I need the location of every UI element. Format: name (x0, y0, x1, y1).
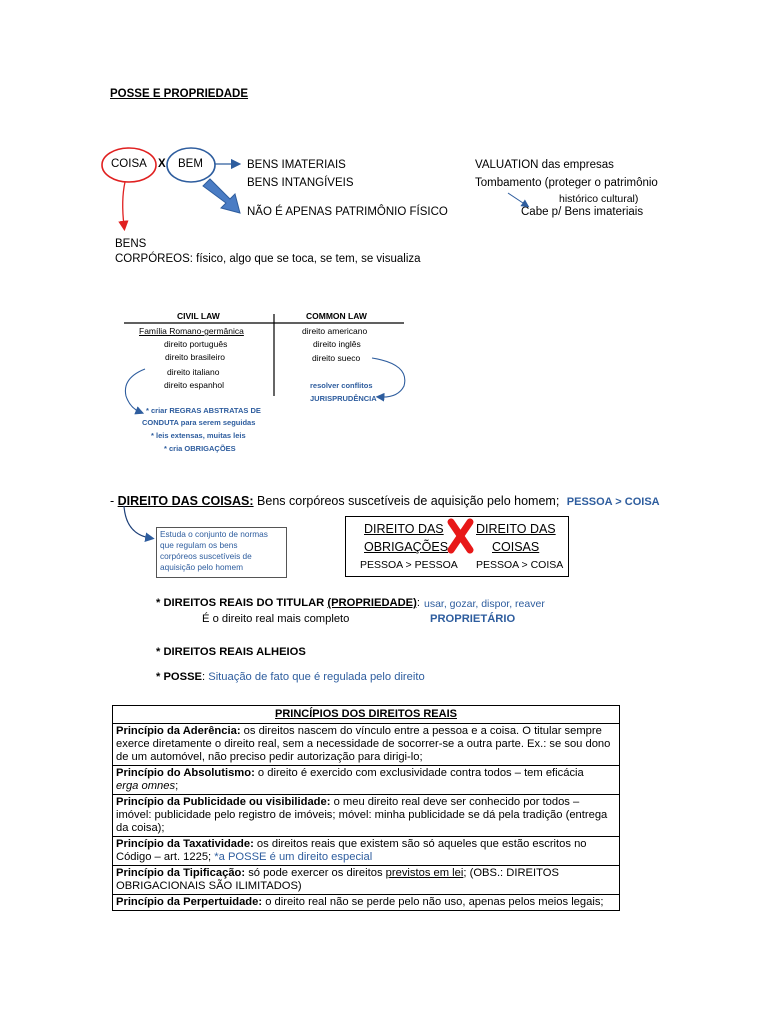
civil-item: direito italiano (167, 367, 220, 377)
tombamento-text: Tombamento (proteger o patrimônio (475, 177, 658, 189)
coisa-label: COISA (111, 158, 147, 170)
coi-sub: PESSOA > COISA (476, 559, 564, 571)
dc-blue: PESSOA > COISA (566, 496, 660, 508)
reais-blue: usar, gozar, dispor, reaver (424, 598, 545, 610)
page-title: POSSE E PROPRIEDADE (110, 88, 249, 100)
civil-note: CONDUTA para serem seguidas (142, 418, 256, 427)
bem-label: BEM (178, 158, 203, 170)
principle-special: *a POSSE é um direito especial (214, 851, 373, 863)
civil-law-header: CIVIL LAW (177, 311, 220, 321)
dc-dash: - (110, 494, 115, 508)
civil-note: * leis extensas, muitas leis (151, 431, 246, 440)
historico-text: histórico cultural) (559, 193, 639, 205)
reais-colon: : (416, 597, 420, 609)
common-curve-arrow (372, 358, 405, 397)
nao-apenas-fisico: NÃO É APENAS PATRIMÔNIO FÍSICO (247, 206, 448, 218)
common-item: direito inglês (313, 339, 361, 349)
coisa-circle (102, 148, 156, 182)
civil-item: direito espanhol (164, 380, 225, 390)
posse-colon: : (202, 671, 206, 683)
red-arrow (123, 182, 125, 226)
red-x-icon (451, 522, 470, 550)
posse-label: * POSSE (156, 671, 203, 683)
common-item: direito americano (302, 326, 368, 336)
dc-title: DIREITO DAS COISAS: (117, 494, 254, 508)
civil-item: Família Romano-germânica (139, 326, 244, 336)
x-label: X (158, 158, 166, 170)
principle-under: previstos em lei (385, 867, 464, 879)
principle-name: Princípio da Taxatividade: (116, 838, 254, 850)
civil-item: direito brasileiro (165, 352, 225, 362)
block-arrow (203, 179, 240, 213)
bens-imateriais: BENS IMATERIAIS (247, 159, 346, 171)
obr-sub: PESSOA > PESSOA (360, 559, 458, 571)
principle-text: o direito real não se perde pelo não uso, apenas pelos meios legais; (262, 896, 604, 908)
principle-text: os direitos reais que existem são só aqueles que estão escritos no Código – art. 1225; (116, 838, 587, 863)
principles-header: PRINCÍPIOS DOS DIREITOS REAIS (113, 706, 620, 724)
coi-title2: COISAS (492, 540, 540, 554)
civil-curve-arrow (125, 369, 145, 412)
dc-text: Bens corpóreos suscetíveis de aquisição pelo homem; (257, 494, 560, 508)
principle-text: os direitos nascem do vínculo entre a pessoa e a coisa. O titular sempre exerce diretamente o direito real, sem a necessidade de socorrer-se a outra parte. Ex.: se sou dono de um automóvel, não preciso pedir autorização para dirigi-lo; (116, 725, 611, 763)
common-note: resolver conflitos (310, 381, 373, 390)
principle-name: Princípio da Publicidade ou visibilidade: (116, 796, 331, 808)
principle-name: Princípio do Absolutismo: (116, 767, 255, 779)
posse-blue: Situação de fato que é regulada pelo direito (208, 671, 425, 683)
obr-title2: OBRIGAÇÕES (364, 540, 449, 554)
principle-italic: erga omnes (116, 780, 176, 792)
bens-intangiveis: BENS INTANGÍVEIS (247, 177, 354, 189)
cabe-text: Cabe p/ Bens imateriais (521, 206, 644, 218)
common-item: direito sueco (312, 353, 361, 363)
common-law-header: COMMON LAW (306, 311, 367, 321)
estuda-line: corpóreos suscetíveis de (160, 551, 252, 561)
principle-after: ; (175, 780, 179, 792)
principle-name: Princípio da Tipificação: (116, 867, 246, 879)
reais-star: * DIREITOS REAIS DO TITULAR (156, 597, 325, 609)
principle-text: o meu direito real deve ser conhecido por todos – imóvel: publicidade pelo registro de imóveis; móvel: minha publicidade se dá pela tradição (entrega da coisa); (116, 796, 608, 834)
mais-completo: É o direito real mais completo (202, 613, 350, 625)
reais-prop: (PROPRIEDADE) (327, 597, 417, 609)
principle-after: ; (OBS.: DIREITOS OBRIGACIONAIS SÃO ILIMITADOS) (116, 867, 559, 892)
civil-item: direito português (164, 339, 228, 349)
principle-text: só pode exercer os direitos (245, 867, 386, 879)
principle-text: o direito é exercido com exclusividade contra todos – tem eficácia (254, 767, 584, 779)
civil-note: * cria OBRIGAÇÕES (164, 444, 236, 453)
coi-title1: DIREITO DAS (476, 522, 556, 536)
estuda-line: aquisição pelo homem (160, 562, 244, 572)
civil-note: * criar REGRAS ABSTRATAS DE (146, 406, 261, 415)
proprietario: PROPRIETÁRIO (430, 613, 516, 625)
bens-label: BENS (115, 238, 147, 250)
obr-title1: DIREITO DAS (364, 522, 444, 536)
estuda-line: Estuda o conjunto de normas (160, 529, 268, 539)
valuation-text: VALUATION das empresas (475, 159, 614, 171)
estuda-arrow (124, 506, 150, 538)
bem-circle (167, 148, 215, 182)
blue-arrow-small (508, 193, 526, 205)
common-note: JURISPRUDÊNCIA (310, 394, 377, 403)
alheios: * DIREITOS REAIS ALHEIOS (156, 646, 306, 658)
corporeos-text: CORPÓREOS: físico, algo que se toca, se tem, se visualiza (115, 253, 421, 265)
estuda-line: que regulam os bens (160, 540, 238, 550)
principle-name: Princípio da Perpertuidade: (116, 896, 263, 908)
principle-name: Princípio da Aderência: (116, 725, 241, 737)
